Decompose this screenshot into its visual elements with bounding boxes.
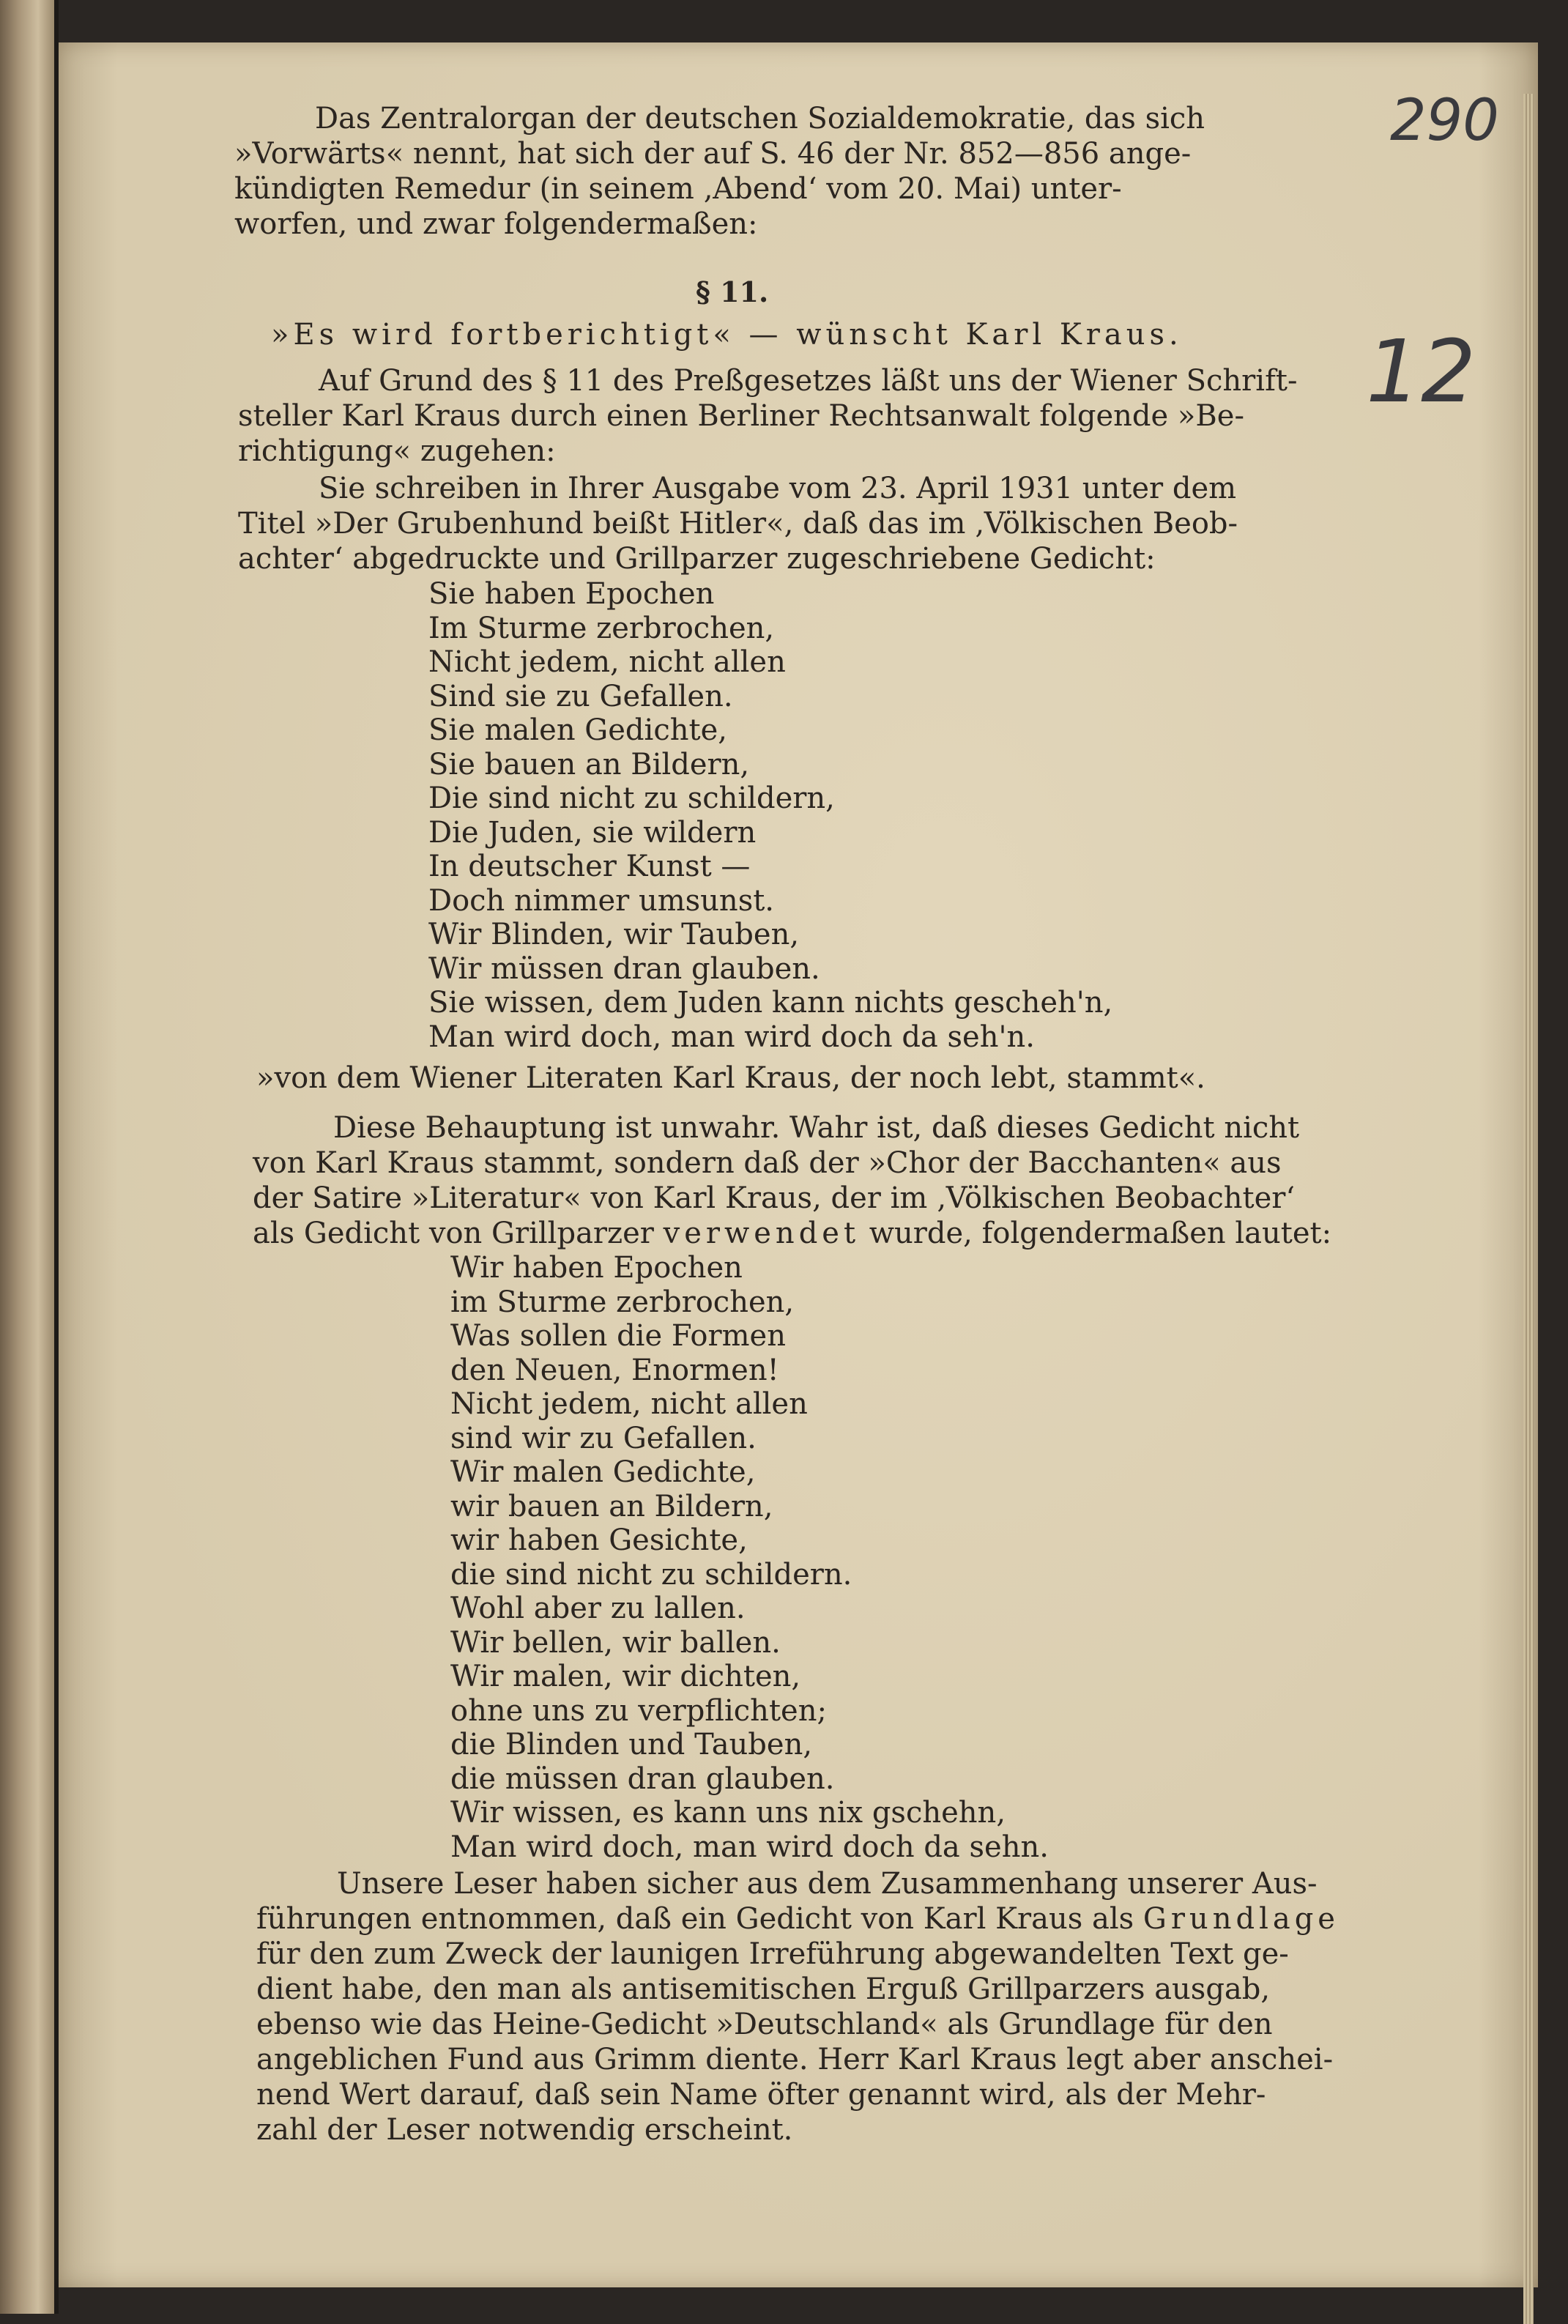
poem-line: Sie wissen, dem Juden kann nichts gescheh'n, xyxy=(428,986,1113,1020)
text-fragment: als Gedicht von Grillparzer xyxy=(253,1217,664,1250)
text-line xyxy=(253,1216,1332,1251)
poem-line: Nicht jedem, nicht allen xyxy=(450,1387,808,1421)
poem-line: Wohl aber zu lallen. xyxy=(450,1592,746,1625)
paragraph-claim xyxy=(238,471,1307,576)
poem-line: In deutscher Kunst — xyxy=(428,850,751,883)
poem-line: die müssen dran glauben. xyxy=(450,1761,835,1796)
poem-line: die Blinden und Tauben, xyxy=(450,1728,813,1761)
paragraph-closing xyxy=(256,1866,1340,2147)
section-subheading xyxy=(271,317,1183,352)
text-line xyxy=(256,1901,1340,1937)
text-line: Diese Behauptung ist unwahr. Wahr ist, daß dieses Gedicht nicht xyxy=(333,1111,1300,1145)
emphasized-word: verwendet xyxy=(663,1217,861,1250)
section-heading: § 11. xyxy=(696,275,769,308)
poem-line: ohne uns zu verpflichten; xyxy=(450,1693,827,1728)
poem-line: Sie haben Epochen xyxy=(428,577,715,611)
text-fragment: führungen entnommen, daß ein Gedicht von Karl Kraus als xyxy=(256,1902,1143,1936)
subheading-attribution: — wünscht Karl Kraus. xyxy=(735,318,1183,352)
text-line: dient habe, den man als antisemitischen Erguß Grillparzers ausgab, xyxy=(256,1972,1271,2006)
text-line: nend Wert darauf, daß sein Name öfter genannt wird, als der Mehr- xyxy=(256,2078,1266,2112)
text-line: Titel »Der Grubenhund beißt Hitler«, daß das im ‚Völkischen Beob- xyxy=(238,507,1238,541)
text-line: ebenso wie das Heine-Gedicht »Deutschland« als Grundlage für den xyxy=(256,2008,1273,2041)
intro-paragraph xyxy=(234,101,1304,242)
poem-line: Wir Blinden, wir Tauben, xyxy=(428,918,800,951)
poem-line: Die sind nicht zu schildern, xyxy=(428,782,835,815)
poem-line: Man wird doch, man wird doch da sehn. xyxy=(450,1830,1049,1864)
poem-line: die sind nicht zu schildern. xyxy=(450,1557,852,1592)
attribution-line: »von dem Wiener Literaten Karl Kraus, der noch lebt, stammt«. xyxy=(256,1061,1205,1095)
text-fragment: wurde, folgendermaßen lautet: xyxy=(860,1217,1332,1250)
poem-line: Wir wissen, es kann uns nix gschehn, xyxy=(450,1796,1006,1830)
text-line: Unsere Leser haben sicher aus dem Zusammenhang unserer Aus- xyxy=(337,1867,1318,1901)
poem-line: wir bauen an Bildern, xyxy=(450,1489,773,1523)
poem-line: Wir malen Gedichte, xyxy=(450,1455,756,1489)
poem-line: den Neuen, Enormen! xyxy=(450,1353,779,1387)
poem-fabricated-version xyxy=(428,577,1112,1054)
poem-line: Wir bellen, wir ballen. xyxy=(450,1625,781,1660)
subheading-quote: »Es wird fortberichtigt« xyxy=(271,318,735,352)
text-line: kündigten Remedur (in seinem ‚Abend‘ vom 20. Mai) unter- xyxy=(234,172,1122,206)
text-line: worfen, und zwar folgendermaßen: xyxy=(234,207,758,241)
text-line: zahl der Leser notwendig erscheint. xyxy=(256,2113,793,2147)
text-line: Auf Grund des § 11 des Preßgesetzes läßt uns der Wiener Schrift- xyxy=(319,364,1298,398)
poem-line: Wir haben Epochen xyxy=(450,1251,743,1285)
text-line: »Vorwärts« nennt, hat sich der auf S. 46 der Nr. 852—856 ange- xyxy=(234,137,1192,171)
poem-line: im Sturme zerbrochen, xyxy=(450,1285,795,1319)
text-line: angeblichen Fund aus Grimm diente. Herr Karl Kraus legt aber anschei- xyxy=(256,2043,1334,2076)
poem-line: Sie malen Gedichte, xyxy=(428,713,727,747)
text-line: richtigung« zugehen: xyxy=(238,434,556,468)
text-line: Sie schreiben in Ihrer Ausgabe vom 23. April 1931 unter dem xyxy=(319,472,1237,505)
poem-line: Sie bauen an Bildern, xyxy=(428,747,750,782)
handwritten-sheet-number: 12 xyxy=(1366,321,1476,422)
text-line: Das Zentralorgan der deutschen Sozialdemokratie, das sich xyxy=(315,102,1205,135)
handwritten-page-number: 290 xyxy=(1390,88,1499,154)
emphasized-word: Grundlage xyxy=(1142,1902,1340,1936)
poem-line: Man wird doch, man wird doch da seh'n. xyxy=(428,1020,1035,1054)
text-line: für den zum Zweck der launigen Irreführung abgewandelten Text ge- xyxy=(256,1937,1289,1971)
poem-line: Wir müssen dran glauben. xyxy=(428,951,820,986)
poem-line: Die Juden, sie wildern xyxy=(428,815,757,850)
poem-line: Wir malen, wir dichten, xyxy=(450,1660,801,1693)
book-binding xyxy=(0,0,54,2314)
poem-line: Nicht jedem, nicht allen xyxy=(428,645,786,679)
poem-line: wir haben Gesichte, xyxy=(450,1523,748,1557)
poem-line: Im Sturme zerbrochen, xyxy=(428,611,775,645)
text-line: der Satire »Literatur« von Karl Kraus, der im ‚Völkischen Beobachter‘ xyxy=(253,1181,1296,1215)
text-line: steller Karl Kraus durch einen Berliner Rechtsanwalt folgende »Be- xyxy=(238,399,1244,433)
poem-line: Sind sie zu Gefallen. xyxy=(428,679,733,713)
poem-line: sind wir zu Gefallen. xyxy=(450,1421,757,1455)
paragraph-rebuttal xyxy=(253,1110,1332,1251)
text-line: von Karl Kraus stammt, sondern daß der »Chor der Bacchanten« aus xyxy=(253,1146,1282,1180)
poem-line: Was sollen die Formen xyxy=(450,1319,786,1353)
poem-original-version xyxy=(450,1251,1049,1864)
document-page xyxy=(59,42,1538,2287)
text-line: achter‘ abgedruckte und Grillparzer zugeschriebene Gedicht: xyxy=(238,542,1156,576)
poem-line: Doch nimmer umsunst. xyxy=(428,883,775,918)
page-edge xyxy=(1523,94,1534,2324)
paragraph-legal-basis xyxy=(238,363,1307,469)
